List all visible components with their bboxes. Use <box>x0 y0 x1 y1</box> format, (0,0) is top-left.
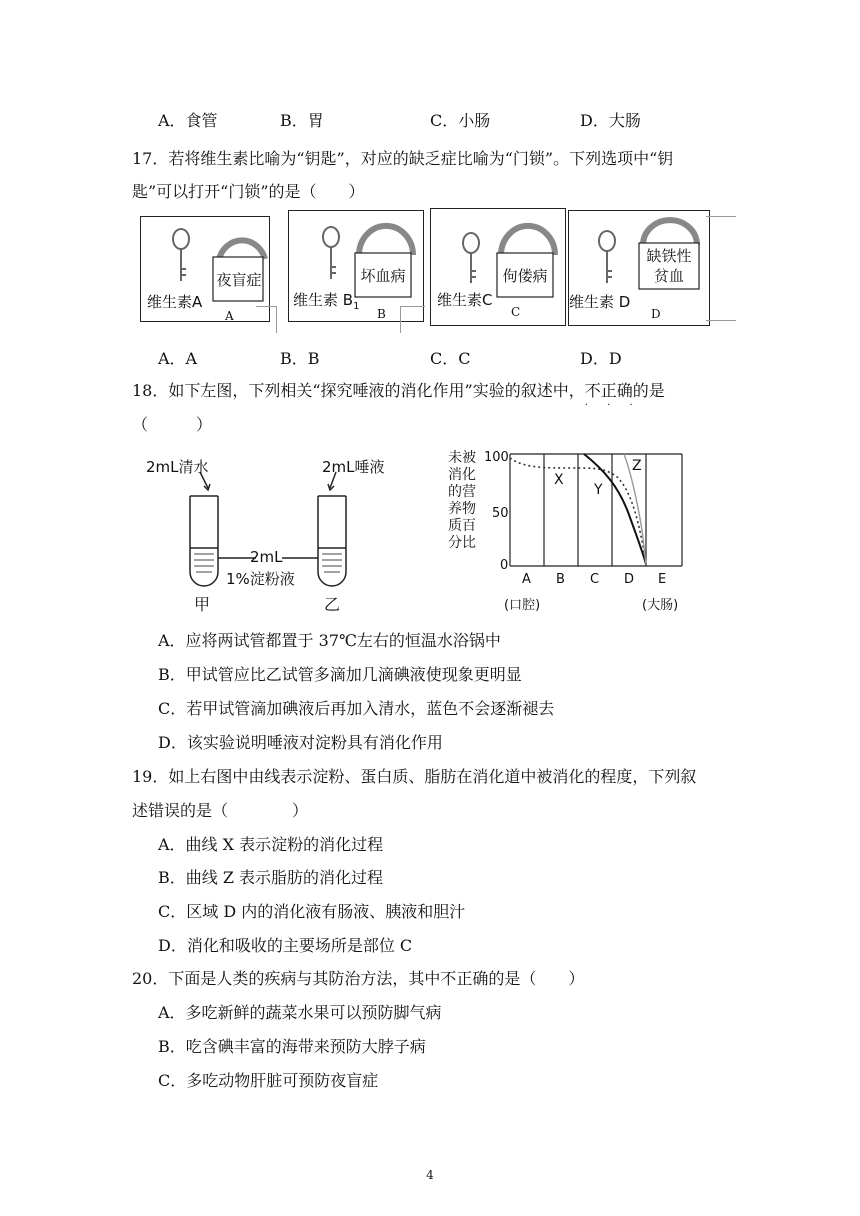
x-tick-a: A <box>522 572 531 587</box>
q18-option-d: D．该实验说明唾液对淀粉具有消化作用 <box>158 733 443 752</box>
q17-stem-line1: 17．若将维生素比喻为“钥匙”，对应的缺乏症比喻为“门锁”。下列选项中“钥 <box>132 149 674 168</box>
emphasis-text: 不正确 <box>584 381 633 400</box>
page-number: 4 <box>426 1168 434 1182</box>
q18-stem-prefix: 18．如下左图，下列相关“探究唾液的消化作用”实验的叙述中， <box>132 381 585 400</box>
panel-a <box>140 216 270 322</box>
panel-letter: A <box>225 309 234 323</box>
y-title-line: 的营 <box>448 484 476 500</box>
digestion-graph <box>444 446 694 616</box>
curve-label-z: Z <box>632 458 642 474</box>
q17-stem-line2: 匙”可以打开“门锁”的是（ ） <box>132 182 365 201</box>
middle-label-starch: 1%淀粉液 <box>226 570 295 588</box>
key-label-text: 维生素 B <box>293 291 354 309</box>
key-label: 维生素C <box>437 291 493 309</box>
curve-label-y: Y <box>594 482 603 498</box>
panel-d <box>568 210 710 326</box>
q19-stem-line1: 19．如上右图中由线表示淀粉、蛋白质、脂肪在消化道中被消化的程度，下列叙 <box>132 767 697 786</box>
test-tubes-illustration <box>138 454 388 614</box>
x-tick-b: B <box>556 572 565 587</box>
y-title-line: 养物 <box>448 501 476 517</box>
divider <box>400 306 425 333</box>
q16-option-a: A．食管 <box>158 111 218 130</box>
lock-label-line1: 缺铁性 <box>646 247 692 265</box>
x-tick-c: C <box>590 572 600 587</box>
q18-stem-line2: （ ） <box>132 415 213 434</box>
divider <box>256 306 277 333</box>
panel-letter: B <box>377 307 386 321</box>
key-label: 维生素 D <box>569 293 631 311</box>
x-tick-e: E <box>658 572 667 587</box>
q16-option-b: B．胃 <box>280 111 324 130</box>
q19-option-c: C．区域 D 内的消化液有肠液、胰液和胆汁 <box>158 902 466 921</box>
panel-letter: D <box>651 307 661 321</box>
q17-option-b: B．B <box>280 349 320 368</box>
key-label: 维生素A <box>147 293 203 311</box>
q20-option-a: A．多吃新鲜的蔬菜水果可以预防脚气病 <box>158 1003 442 1022</box>
curve-label-x: X <box>554 472 564 488</box>
q18-option-c: C．若甲试管滴加碘液后再加入清水，蓝色不会逐渐褪去 <box>158 699 555 718</box>
q16-option-d: D．大肠 <box>580 111 641 130</box>
x-sub-mouth: (口腔) <box>504 598 541 613</box>
panel-letter: C <box>511 305 521 319</box>
y-title-line: 消化 <box>448 467 476 483</box>
q18-option-b: B．甲试管应比乙试管多滴加几滴碘液使现象更明显 <box>158 665 522 684</box>
y-tick-0: 0 <box>500 558 509 573</box>
q18-stem-suffix: 的是 <box>632 381 665 400</box>
x-sub-large-intestine: (大肠) <box>642 598 679 613</box>
q17-option-c: C．C <box>430 349 471 368</box>
lock-label: 夜盲症 <box>216 271 262 289</box>
q18-option-a: A．应将两试管都置于 37℃左右的恒温水浴锅中 <box>158 631 501 650</box>
y-title-line: 分比 <box>448 535 476 551</box>
tube-left-name: 甲 <box>194 595 211 614</box>
q18-stem-line1 <box>132 380 665 411</box>
y-tick-100: 100 <box>484 450 509 465</box>
middle-label-volume: 2mL <box>250 548 283 566</box>
q17-key-lock-figure <box>138 208 738 332</box>
lock-label: 坏血病 <box>360 267 406 285</box>
q19-option-d: D．消化和吸收的主要场所是部位 C <box>158 936 413 955</box>
test-tube-figure <box>138 454 388 614</box>
q19-option-a: A．曲线 X 表示淀粉的消化过程 <box>158 835 384 854</box>
y-tick-50: 50 <box>492 506 509 521</box>
q16-option-c: C．小肠 <box>430 111 491 130</box>
panel-c <box>430 208 566 326</box>
q19-stem-line2: 述错误的是（ ） <box>132 801 309 820</box>
x-tick-d: D <box>624 572 635 587</box>
q17-option-d: D．D <box>580 349 622 368</box>
lock-label: 佝偻病 <box>502 267 548 285</box>
q20-stem: 20．下面是人类的疾病与其防治方法，其中不正确的是（ ） <box>132 969 585 988</box>
tube-right-name: 乙 <box>324 595 341 614</box>
tube-left-label: 2mL清水 <box>146 458 209 476</box>
q18-stem-emphasis <box>584 381 641 411</box>
lock-label-line2: 贫血 <box>653 267 684 285</box>
divider <box>706 216 736 217</box>
q17-option-a: A．A <box>158 349 198 368</box>
y-title-line: 质百 <box>448 518 476 534</box>
q20-option-b: B．吃含碘丰富的海带来预防大脖子病 <box>158 1037 426 1056</box>
graph-plot <box>444 446 694 616</box>
divider <box>706 320 736 321</box>
y-title-line: 未被 <box>448 450 476 466</box>
key-label-subscript: 1 <box>353 301 360 312</box>
emphasis-dots: · · · <box>584 400 641 411</box>
tube-right-label: 2mL唾液 <box>322 458 385 476</box>
q20-option-c: C．多吃动物肝脏可预防夜盲症 <box>158 1071 379 1090</box>
q19-option-b: B．曲线 Z 表示脂肪的消化过程 <box>158 868 384 887</box>
key-label <box>293 289 359 312</box>
